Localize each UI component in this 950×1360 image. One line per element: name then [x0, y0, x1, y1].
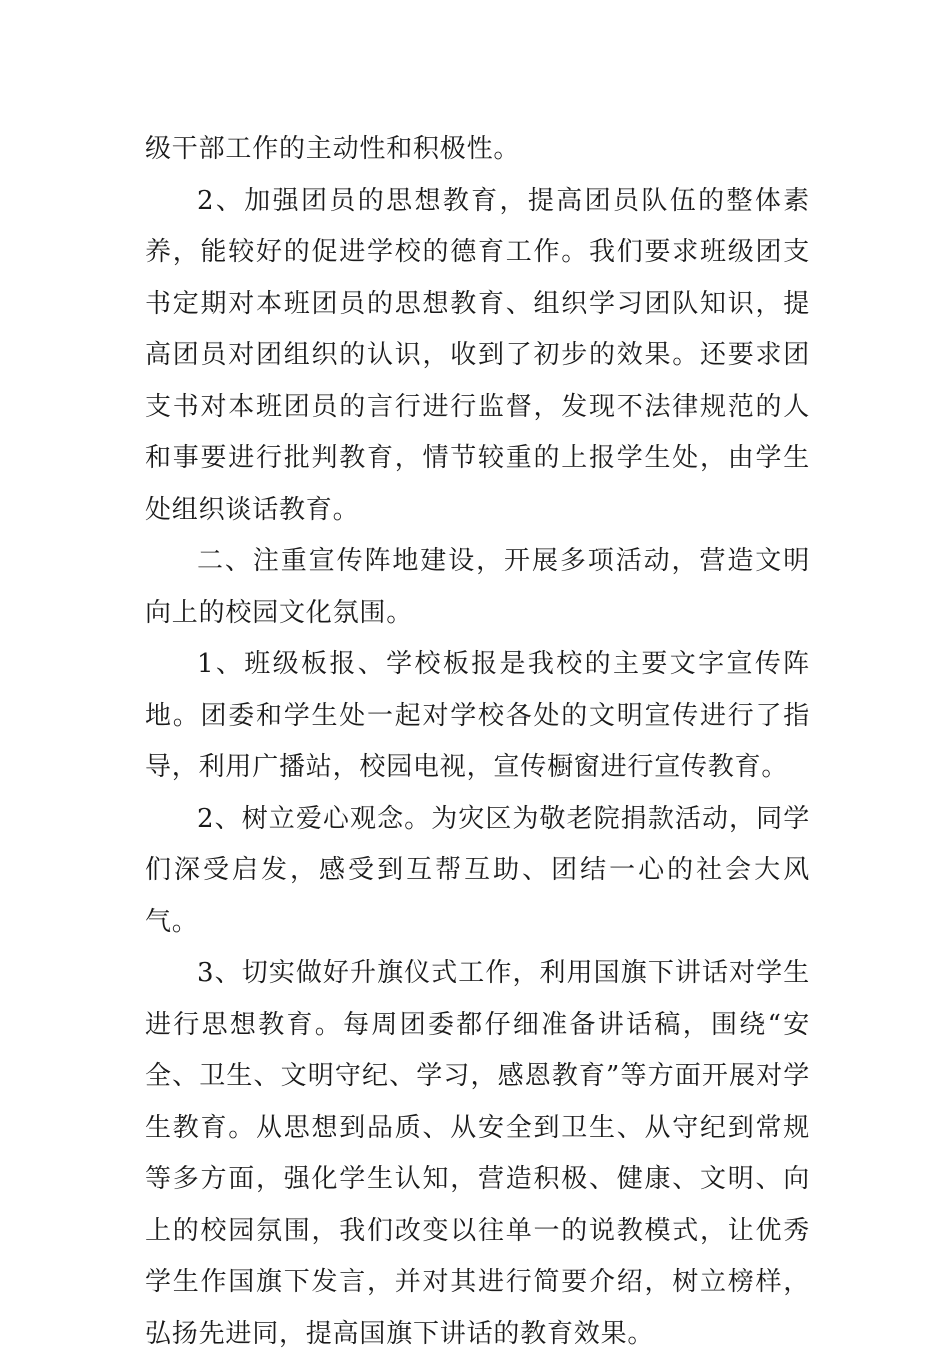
paragraph-item-3-flag-ceremony: 3、切实做好升旗仪式工作，利用国旗下讲话对学生进行思想教育。每周团委都仔细准备讲话稿，围绕“安全、卫生、文明守纪、学习，感恩教育”等方面开展对学生教育。从思想到品质、从安全到卫生、从守纪到常规等多方面，强化学生认知，营造积极、健康、文明、向上的校园氛围，我们改变以往单一的说教模式，让优秀学生作国旗下发言，并对其进行简要介绍，树立榜样，弘扬先进同，提高国旗下讲话的教育效果。 — [145, 958, 810, 1349]
paragraph-continuation: 级干部工作的主动性和积极性。 — [145, 134, 521, 164]
document-body — [145, 124, 810, 1360]
paragraph-item-2-league-education: 2、加强团员的思想教育，提高团员队伍的整体素养，能较好的促进学校的德育工作。我们要求班级团支书定期对本班团员的思想教育、组织学习团队知识，提高团员对团组织的认识，收到了初步的效果。还要求团支书对本班团员的言行进行监督，发现不法律规范的人和事要进行批判教育，情节较重的上报学生处，由学生处组织谈话教育。 — [145, 185, 810, 525]
paragraph-section-2-heading: 二、注重宣传阵地建设，开展多项活动，营造文明向上的校园文化氛围。 — [145, 546, 810, 628]
paragraph-item-1-blackboard: 1、班级板报、学校板报是我校的主要文字宣传阵地。团委和学生处一起对学校各处的文明宣传进行了指导，利用广播站，校园电视，宣传橱窗进行宣传教育。 — [145, 649, 810, 782]
paragraph-item-2-charity: 2、树立爱心观念。为灾区为敬老院捐款活动，同学们深受启发，感受到互帮互助、团结一心的社会大风气。 — [145, 803, 810, 937]
